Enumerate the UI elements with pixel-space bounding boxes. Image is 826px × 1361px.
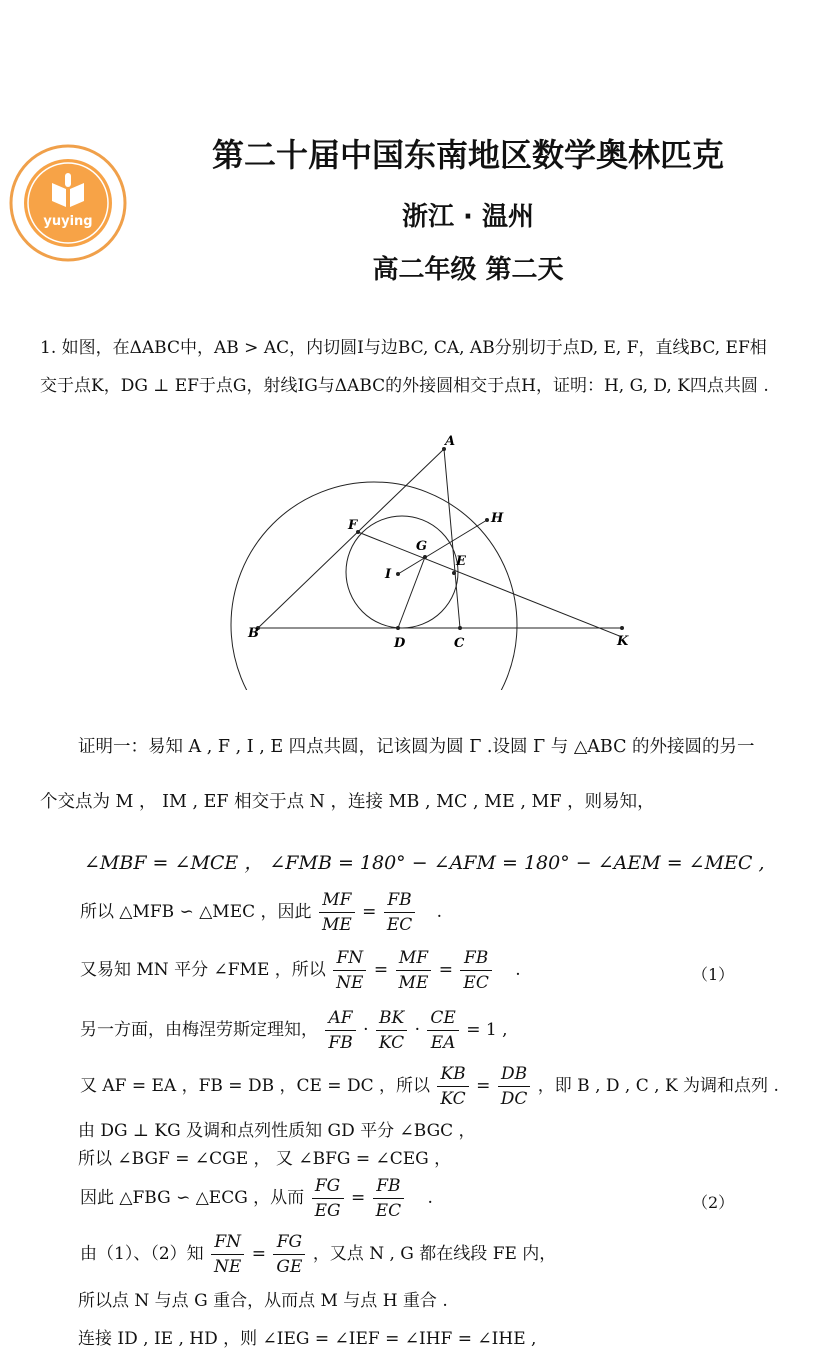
proof-line-2: 个交点为 M ， IM , EF 相交于点 N ，连接 MB , MC , ME , MF ，则易知， (40, 792, 655, 812)
eq8-text: 因此 △FBG ∽ △ECG ，从而 (80, 1188, 305, 1208)
denominator: FB (328, 1033, 353, 1053)
numerator: FG (273, 1230, 305, 1255)
label-C: C (454, 636, 465, 651)
denominator: ME (321, 915, 352, 935)
numerator: CE (427, 1006, 458, 1031)
denominator: EC (463, 973, 489, 993)
equation-number-2: （2） (692, 1193, 735, 1212)
numerator: DB (498, 1062, 531, 1087)
proof-conclusion-fraction: 由（1）、（2）知 $\frac{FN}{NE}$ = $\frac{FG}{GE}$ ，又点 N , G 都在线段 FE 内， (80, 1232, 557, 1277)
label-E: E (456, 554, 466, 569)
problem-line-2: 交于点K，DG ⊥ EF于点G，射线IG与ΔABC的外接圆相交于点H，证明：H, G, D, K四点共圆 . (40, 376, 769, 396)
fraction (312, 1174, 344, 1223)
label-K: K (617, 634, 629, 649)
numerator: KB (437, 1062, 468, 1087)
line-FK (358, 532, 622, 637)
eq5-end: ，即 B , D , C , K 为调和点列 . (537, 1076, 779, 1096)
circumcircle (231, 482, 517, 690)
denominator: NE (214, 1257, 242, 1277)
eq3-end: . (515, 960, 521, 980)
denominator: KC (440, 1089, 466, 1109)
eq2-end: . (436, 902, 443, 922)
fraction (437, 1062, 468, 1111)
denominator: DC (500, 1089, 528, 1109)
fraction (211, 1230, 244, 1279)
label-D: D (394, 636, 406, 651)
proof-line-6: 由 DG ⊥ KG 及调和点列性质知 GD 平分 ∠BGC ， (78, 1121, 476, 1141)
numerator: FB (373, 1174, 404, 1199)
eq9-text: 由（1）、（2）知 (80, 1244, 204, 1264)
fraction (460, 946, 491, 995)
proof-eq-similar-1: 所以 △MFB ∽ △MEC ，因此 $\frac{MF}{ME}$ = $\frac{FB}{EC}$ . (80, 890, 443, 935)
proof-line-1: 证明一：易知 A , F , I , E 四点共圆，记该圆为圆 Γ .设圆 Γ 与 △ABC 的外接圆的另一 (78, 737, 755, 757)
proof-line-7: 所以 ∠BGF = ∠CGE ， 又 ∠BFG = ∠CEG ， (78, 1149, 452, 1169)
fraction (498, 1062, 531, 1111)
fraction (427, 1006, 458, 1055)
proof-eq-angles: ∠MBF = ∠MCE ， ∠FMB = 180° − ∠AFM = 180° − ∠AEM = ∠MEC , (84, 852, 765, 874)
fraction (319, 888, 355, 937)
denominator: EC (386, 915, 413, 935)
eq2-text: 所以 △MFB ∽ △MEC ，因此 (80, 902, 312, 922)
eq9-end: ，又点 N , G 都在线段 FE 内， (312, 1244, 557, 1264)
proof-line-10: 所以点 N 与点 G 重合，从而点 M 与点 H 重合 . (78, 1291, 448, 1311)
denominator: EA (430, 1033, 456, 1053)
fraction (396, 946, 432, 995)
label-B: B (248, 626, 259, 641)
numerator: FB (384, 888, 415, 913)
fraction (325, 1006, 355, 1055)
proof-eq-2: 因此 △FBG ∽ △ECG ，从而 $\frac{FG}{EG}$ = $\frac{FB}{EC}$ . (80, 1176, 433, 1221)
numerator: FN (211, 1230, 244, 1255)
geometry-figure (230, 415, 650, 690)
numerator: FN (333, 946, 366, 971)
grade-day-subtitle: 高二年级 第二天 (372, 255, 564, 285)
label-I: I (385, 567, 392, 582)
competition-title: 第二十届中国东南地区数学奥林匹克 (211, 136, 724, 174)
fraction (384, 888, 415, 937)
numerator: MF (396, 946, 432, 971)
numerator: FB (460, 946, 491, 971)
eq4-end: = 1 , (466, 1020, 508, 1040)
label-A: A (445, 434, 456, 449)
fraction (373, 1174, 404, 1223)
proof-eq-1: 又易知 MN 平分 ∠FME ，所以 $\frac{FN}{NE}$ = $\frac{MF}{ME}$ = $\frac{FB}{EC}$ . (80, 948, 521, 993)
equation-number-1: （1） (692, 965, 735, 984)
eq3-text: 又易知 MN 平分 ∠FME ，所以 (80, 960, 326, 980)
label-F: F (348, 518, 358, 533)
denominator: NE (336, 973, 364, 993)
problem-line-1: 1. 如图，在ΔABC中，AB > AC，内切圆I与边BC, CA, AB分别切于点D, E, F，直线BC, EF相 (40, 338, 767, 358)
segment-DG (398, 557, 425, 628)
fraction (273, 1230, 305, 1279)
label-H: H (491, 511, 504, 526)
location-subtitle: 浙江 · 温州 (402, 202, 534, 232)
logo-brand-text: yuying (43, 214, 93, 229)
denominator: GE (276, 1257, 303, 1277)
numerator: MF (319, 888, 355, 913)
proof-harmonic: 又 AF = EA ，FB = DB ，CE = DC ，所以 $\frac{KB}{KC}$ = $\frac{DB}{DC}$ ，即 B , D , C , K 为调和点列 . (80, 1064, 779, 1109)
eq8-end: . (427, 1188, 433, 1208)
fraction (376, 1006, 407, 1055)
denominator: ME (398, 973, 429, 993)
denominator: EC (375, 1201, 402, 1221)
eq5-text: 又 AF = EA ，FB = DB ，CE = DC ，所以 (80, 1076, 430, 1096)
eq4-text: 另一方面，由梅涅劳斯定理知， (80, 1020, 318, 1040)
proof-menelaus: 另一方面，由梅涅劳斯定理知， $\frac{AF}{FB}$ · $\frac{BK}{KC}$ · $\frac{CE}{EA}$ = 1 , (80, 1008, 508, 1053)
numerator: BK (376, 1006, 407, 1031)
fraction (333, 946, 366, 995)
numerator: AF (325, 1006, 355, 1031)
label-G: G (416, 539, 428, 554)
numerator: FG (312, 1174, 344, 1199)
proof-line-11: 连接 ID , IE , HD ，则 ∠IEG = ∠IEF = ∠IHF = ∠IHE , (78, 1329, 537, 1349)
denominator: KC (378, 1033, 405, 1053)
denominator: EG (314, 1201, 341, 1221)
